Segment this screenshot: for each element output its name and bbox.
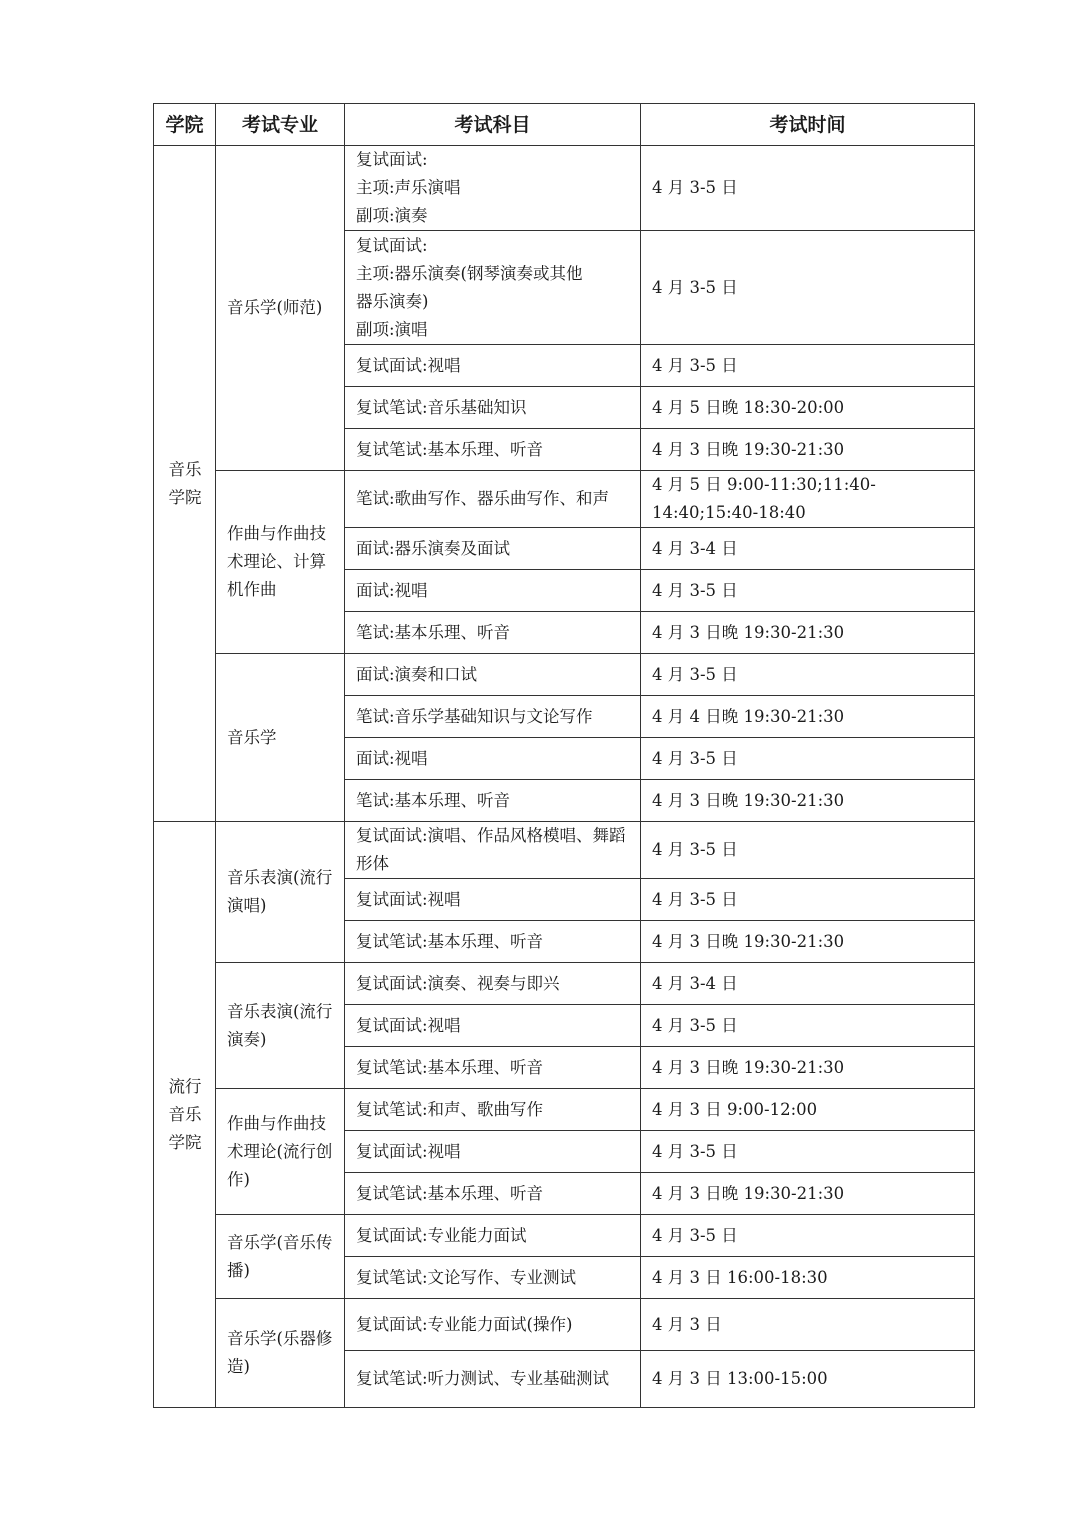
exam-schedule-table <box>153 103 975 1408</box>
subject-cell: 复试笔试:文论写作、专业测试 <box>345 1257 641 1299</box>
major-cell <box>216 822 345 963</box>
table-row <box>154 1299 975 1351</box>
major-name: 音乐学(音乐传播) <box>227 1232 333 1280</box>
header-subject: 考试科目 <box>345 104 641 146</box>
major-cell <box>216 1215 345 1299</box>
time-cell: 4 月 3-5 日 <box>641 822 975 879</box>
time-cell: 4 月 3-5 日 <box>641 1215 975 1257</box>
subject-cell: 面试:视唱 <box>345 738 641 780</box>
time-cell: 4 月 3 日晚 19:30-21:30 <box>641 921 975 963</box>
subject-cell: 复试笔试:和声、歌曲写作 <box>345 1089 641 1131</box>
subject-cell: 复试面试: 主项:器乐演奏(钢琴演奏或其他 器乐演奏) 副项:演唱 <box>345 231 641 345</box>
major-name: 作曲与作曲技术理论(流行创作) <box>227 1113 333 1189</box>
header-major: 考试专业 <box>216 104 345 146</box>
table-row <box>154 471 975 528</box>
time-cell: 4 月 3 日晚 19:30-21:30 <box>641 1173 975 1215</box>
major-name: 音乐学(乐器修造) <box>227 1329 333 1376</box>
subject-cell: 复试面试:演奏、视奏与即兴 <box>345 963 641 1005</box>
time-cell: 4 月 3-5 日 <box>641 570 975 612</box>
time-cell: 4 月 3-5 日 <box>641 1131 975 1173</box>
subject-cell: 笔试:基本乐理、听音 <box>345 612 641 654</box>
subject-cell: 面试:器乐演奏及面试 <box>345 528 641 570</box>
subject-cell: 复试面试:视唱 <box>345 345 641 387</box>
major-cell <box>216 471 345 654</box>
subject-cell: 复试面试: 主项:声乐演唱 副项:演奏 <box>345 146 641 231</box>
time-cell: 4 月 3 日晚 19:30-21:30 <box>641 612 975 654</box>
time-cell: 4 月 3-5 日 <box>641 738 975 780</box>
subject-cell: 复试笔试:基本乐理、听音 <box>345 1047 641 1089</box>
major-cell <box>216 146 345 471</box>
subject-cell: 笔试:歌曲写作、器乐曲写作、和声 <box>345 471 641 528</box>
time-cell: 4 月 3-5 日 <box>641 879 975 921</box>
time-cell: 4 月 4 日晚 19:30-21:30 <box>641 696 975 738</box>
time-cell: 4 月 3-5 日 <box>641 146 975 231</box>
major-name: 音乐表演(流行演奏) <box>227 1001 333 1049</box>
table-row <box>154 654 975 696</box>
table-row <box>154 822 975 879</box>
subject-cell: 面试:演奏和口试 <box>345 654 641 696</box>
time-cell: 4 月 5 日晚 18:30-20:00 <box>641 387 975 429</box>
table-row <box>154 1215 975 1257</box>
time-cell: 4 月 3 日晚 19:30-21:30 <box>641 780 975 822</box>
subject-cell: 复试面试:视唱 <box>345 1131 641 1173</box>
table-row <box>154 146 975 231</box>
subject-cell: 复试笔试:基本乐理、听音 <box>345 921 641 963</box>
header-college: 学院 <box>154 104 216 146</box>
college-name: 音乐 学院 <box>168 459 202 507</box>
time-cell: 4 月 3-4 日 <box>641 963 975 1005</box>
subject-cell: 复试笔试:基本乐理、听音 <box>345 1173 641 1215</box>
subject-cell: 复试面试:演唱、作品风格模唱、舞蹈形体 <box>345 822 641 879</box>
college-name: 流行 音乐 学院 <box>168 1076 202 1152</box>
subject-cell: 复试笔试:音乐基础知识 <box>345 387 641 429</box>
subject-cell: 复试面试:专业能力面试 <box>345 1215 641 1257</box>
subject-cell: 复试笔试:听力测试、专业基础测试 <box>345 1351 641 1408</box>
major-name: 音乐学(师范) <box>227 298 323 317</box>
time-cell: 4 月 3 日 9:00-12:00 <box>641 1089 975 1131</box>
time-cell: 4 月 5 日 9:00-11:30;11:40-14:40;15:40-18:40 <box>641 471 975 528</box>
subject-cell: 笔试:基本乐理、听音 <box>345 780 641 822</box>
time-cell: 4 月 3-5 日 <box>641 345 975 387</box>
time-cell: 4 月 3 日晚 19:30-21:30 <box>641 429 975 471</box>
major-name: 音乐表演(流行演唱) <box>227 868 333 915</box>
time-cell: 4 月 3 日 16:00-18:30 <box>641 1257 975 1299</box>
time-cell: 4 月 3-4 日 <box>641 528 975 570</box>
time-cell: 4 月 3-5 日 <box>641 654 975 696</box>
major-name: 音乐学 <box>227 727 277 747</box>
college-cell <box>154 822 216 1408</box>
major-cell <box>216 1089 345 1215</box>
table-row <box>154 1089 975 1131</box>
time-cell: 4 月 3-5 日 <box>641 1005 975 1047</box>
time-cell: 4 月 3 日晚 19:30-21:30 <box>641 1047 975 1089</box>
subject-cell: 复试面试:专业能力面试(操作) <box>345 1299 641 1351</box>
header-row <box>154 104 975 146</box>
major-cell <box>216 654 345 822</box>
table-row <box>154 963 975 1005</box>
time-cell: 4 月 3 日 <box>641 1299 975 1351</box>
subject-cell: 复试面试:视唱 <box>345 879 641 921</box>
major-cell <box>216 963 345 1089</box>
header-time: 考试时间 <box>641 104 975 146</box>
time-cell: 4 月 3-5 日 <box>641 231 975 345</box>
subject-cell: 笔试:音乐学基础知识与文论写作 <box>345 696 641 738</box>
subject-cell: 复试面试:视唱 <box>345 1005 641 1047</box>
subject-cell: 复试笔试:基本乐理、听音 <box>345 429 641 471</box>
major-cell <box>216 1299 345 1408</box>
major-name: 作曲与作曲技术理论、计算机作曲 <box>227 524 326 599</box>
subject-cell: 面试:视唱 <box>345 570 641 612</box>
time-cell: 4 月 3 日 13:00-15:00 <box>641 1351 975 1408</box>
college-cell <box>154 146 216 822</box>
